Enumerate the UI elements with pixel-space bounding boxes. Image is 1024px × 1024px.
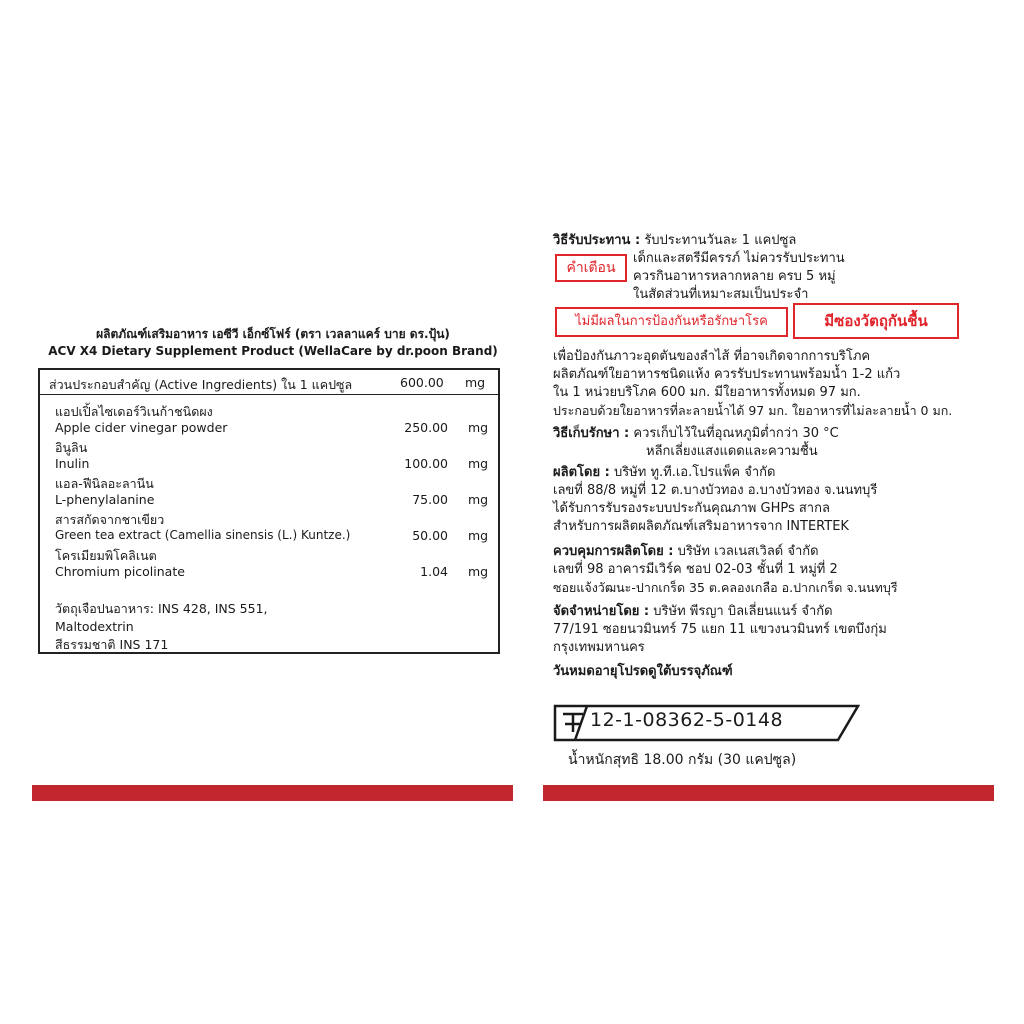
ingredient-value: 50.00 (412, 528, 448, 543)
desiccant-text: มีซองวัตถุกันชื้น (824, 312, 928, 330)
producer (553, 464, 775, 482)
usage-text: รับประทานวันละ 1 แคปซูล (644, 233, 797, 248)
warning-line: เด็กและสตรีมีครรภ์ ไม่ควรรับประทาน (633, 251, 845, 266)
usage-instructions (553, 232, 796, 250)
producer-label: ผลิตโดย : (553, 465, 610, 480)
ingredients-header (40, 370, 498, 395)
additives-line: Maltodextrin (55, 619, 134, 634)
prevention-line: ผลิตภัณฑ์ใยอาหารชนิดแห้ง ควรรับประทานพร้อมน้ำ 1-2 แก้ว (553, 367, 901, 382)
prevention-line: ประกอบด้วยใยอาหารที่ละลายน้ำได้ 97 มก. ใยอาหารที่ไม่ละลายน้ำ 0 มก. (553, 403, 953, 418)
producer-name: บริษัท ทู.ที.เอ.โปรแพ็ค จำกัด (613, 465, 776, 480)
usage-label: วิธีรับประทาน : (553, 233, 641, 248)
ingredient-name-en: Green tea extract (Camellia sinensis (L.) Kuntze.) (55, 528, 351, 542)
storage-line1: ควรเก็บไว้ในที่อุณหภูมิต่ำกว่า 30 °C (633, 426, 839, 441)
producer-line: สำหรับการผลิตผลิตภัณฑ์เสริมอาหารจาก INTERTEK (553, 519, 849, 534)
ingredients-header-label: ส่วนประกอบสำคัญ (Active Ingredients) ใน 1 แคปซูล (49, 377, 353, 392)
warning-line: ควรกินอาหารหลากหลาย ครบ 5 หมู่ (633, 269, 836, 284)
ingredient-name-en: Apple cider vinegar powder (55, 420, 228, 435)
distributor-line: 77/191 ซอยนวมินทร์ 75 แยก 11 แขวงนวมินทร์ เขตบึงกุ่ม (553, 622, 887, 637)
product-title (32, 326, 514, 360)
storage-label: วิธีเก็บรักษา : (553, 426, 630, 441)
product-title-en: ACV X4 Dietary Supplement Product (WellaCare by dr.poon Brand) (48, 344, 498, 358)
ingredient-name-th: แอล-ฟีนิลอะลานีน (55, 476, 154, 491)
registration-number: 12-1-08362-5-0148 (590, 709, 784, 731)
control-line: ซอยแจ้งวัฒนะ-ปากเกร็ด 35 ต.คลองเกลือ อ.ปากเกร็ด จ.นนทบุรี (553, 580, 898, 595)
production-control (553, 543, 819, 561)
ingredient-name-th: แอปเปิ้ลไซเดอร์วิเนก้าชนิดผง (55, 404, 213, 419)
ingredients-header-unit: mg (465, 375, 486, 390)
ingredient-unit: mg (468, 492, 489, 507)
product-title-th: ผลิตภัณฑ์เสริมอาหาร เอซีวี เอ็กซ์โฟร์ (ตรา เวลลาแคร์ บาย ดร.ปุ้น) (96, 327, 450, 341)
distributor (553, 603, 833, 621)
storage-line2: หลีกเลี่ยงแสงแดดและความชื้น (646, 444, 818, 459)
ingredient-unit: mg (468, 456, 489, 471)
additives-line: สีธรรมชาติ INS 171 (55, 637, 169, 652)
expiry-note: วันหมดอายุโปรดดูใต้บรรจุภัณฑ์ (553, 664, 733, 679)
warning-line: ในสัดส่วนที่เหมาะสมเป็นประจำ (633, 287, 809, 302)
producer-line: เลขที่ 88/8 หมู่ที่ 12 ต.บางบัวทอง อ.บางบัวทอง จ.นนทบุรี (553, 483, 878, 498)
ingredients-table (38, 368, 500, 654)
control-line: เลขที่ 98 อาคารมีเวิร์ค ชอป 02-03 ชั้นที่ 1 หมู่ที่ 2 (553, 562, 838, 577)
ingredient-name-en: L-phenylalanine (55, 492, 155, 507)
prevention-line: เพื่อป้องกันภาวะอุดตันของลำไส้ ที่อาจเกิดจากการบริโภค (553, 349, 871, 364)
ingredient-name-en: Chromium picolinate (55, 564, 185, 579)
distributor-name: บริษัท พีรญา บิลเลี่ยนแนร์ จำกัด (653, 604, 833, 619)
distributor-line: กรุงเทพมหานคร (553, 640, 645, 655)
control-label: ควบคุมการผลิตโดย : (553, 544, 674, 559)
desiccant-box (793, 303, 959, 339)
net-weight: น้ำหนักสุทธิ 18.00 กรัม (30 แคปซูล) (568, 752, 797, 768)
ingredients-header-amount: 600.00 (400, 375, 444, 390)
no-effect-box (555, 307, 788, 337)
right-accent-bar (543, 785, 994, 801)
ingredient-value: 100.00 (404, 456, 448, 471)
ingredient-name-th: อินูลิน (55, 440, 88, 455)
prevention-line: ใน 1 หน่วยบริโภค 600 มก. มีใยอาหารทั้งหมด 97 มก. (553, 385, 861, 400)
left-accent-bar (32, 785, 513, 801)
ingredient-name-en: Inulin (55, 456, 90, 471)
thai-fda-logo-icon (563, 706, 587, 740)
ingredient-value: 250.00 (404, 420, 448, 435)
ingredient-unit: mg (468, 420, 489, 435)
ingredient-value: 75.00 (412, 492, 448, 507)
additives-line: วัตถุเจือปนอาหาร: INS 428, INS 551, (55, 601, 268, 616)
food-additives (55, 600, 268, 654)
warning-label-box (555, 254, 627, 282)
storage-instructions (553, 425, 839, 443)
ingredient-value: 1.04 (420, 564, 448, 579)
ingredient-unit: mg (468, 528, 489, 543)
distributor-label: จัดจำหน่ายโดย : (553, 604, 650, 619)
ingredient-name-th: สารสกัดจากชาเขียว (55, 512, 165, 527)
ingredient-name-th: โครเมียมพิโคลิเนต (55, 548, 157, 563)
no-effect-text: ไม่มีผลในการป้องกันหรือรักษาโรค (575, 314, 768, 329)
ingredient-unit: mg (468, 564, 489, 579)
producer-line: ได้รับการรับรองระบบประกันคุณภาพ GHPs สากล (553, 501, 830, 516)
warning-label: คำเตือน (566, 260, 616, 276)
control-name: บริษัท เวลเนสเวิลด์ จำกัด (677, 544, 819, 559)
